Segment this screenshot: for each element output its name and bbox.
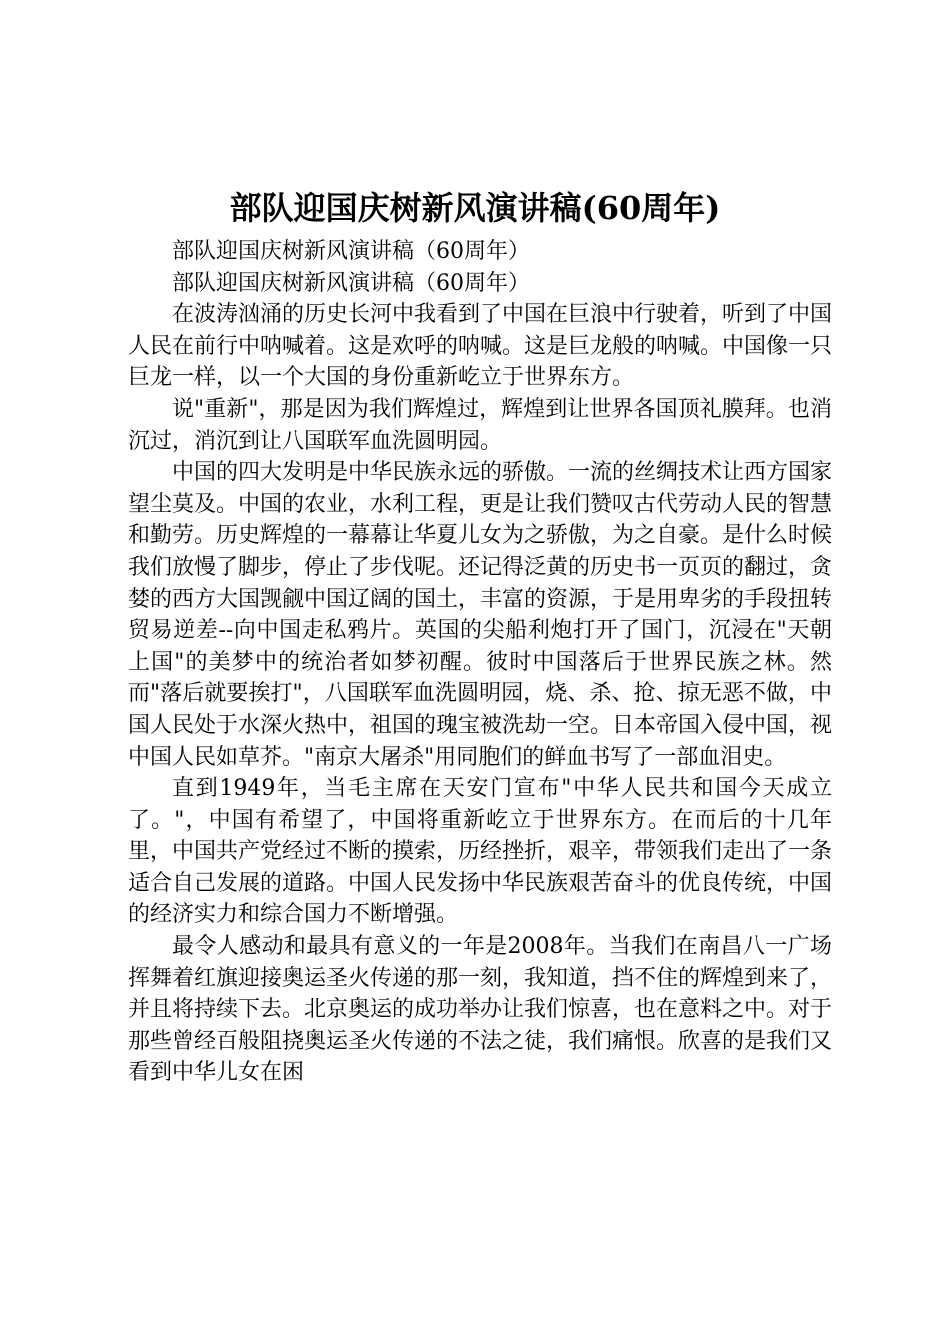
- paragraph-2008: 最令人感动和最具有意义的一年是2008年。当我们在南昌八一广场挥舞着红旗迎接奥运圣火传递的那一刻，我知道，挡不住的辉煌到来了，并且将持续下去。北京奥运的成功举办让我们惊喜，也在意料之中。对于那些曾经百般阻挠奥运圣火传递的不法之徒，我们痛恨。欣喜的是我们又看到中华儿女在困: [128, 934, 833, 1086]
- paragraph-renewal: 说"重新"，那是因为我们辉煌过，辉煌到让世界各国顶礼膜拜。也消沉过，消沉到让八国联军血洗圆明园。: [128, 396, 832, 454]
- paragraph-subtitle-2: 部队迎国庆树新风演讲稿（60周年）: [172, 270, 530, 296]
- paragraph-history: 中国的四大发明是中华民族永远的骄傲。一流的丝绸技术让西方国家望尘莫及。中国的农业，水利工程，更是让我们赞叹古代劳动人民的智慧和勤劳。历史辉煌的一幕幕让华夏儿女为之骄傲，为之自豪。是什么时候我们放慢了脚步，停止了步伐呢。还记得泛黄的历史书一页页的翻过，贪婪的西方大国觊觎中国辽阔的国土，丰富的资源，于是用卑劣的手段扭转贸易逆差--向中国走私鸦片。英国的尖船利炮打开了国门，沉浸在"天朝上国"的美梦中的统治者如梦初醒。彼时中国落后于世界民族之林。然而"落后就要挨打"，八国联军血洗圆明园，烧、杀、抢、掠无恶不做，中国人民处于水深火热中，祖国的瑰宝被洗劫一空。日本帝国入侵中国，视中国人民如草芥。"南京大屠杀"用同胞们的鲜血书写了一部血泪史。: [128, 460, 833, 770]
- paragraph-subtitle-1: 部队迎国庆树新风演讲稿（60周年）: [172, 239, 530, 264]
- paragraph-1949: 直到1949年，当毛主席在天安门宣布"中华人民共和国今天成立了。"，中国有希望了，中国将重新屹立于世界东方。在而后的十几年里，中国共产党经过不断的摸索，历经挫折，艰辛，带领我们走出了一条适合自己发展的道路。中国人民发扬中华民族艰苦奋斗的优良传统，中国的经济实力和综合国力不断增强。: [128, 776, 833, 928]
- document-title: 部队迎国庆树新风演讲稿(60周年): [229, 189, 721, 227]
- paragraph-intro: 在波涛汹涌的历史长河中我看到了中国在巨浪中行驶着，听到了中国人民在前行中呐喊着。这是欢呼的呐喊。这是巨龙般的呐喊。中国像一只巨龙一样，以一个大国的身份重新屹立于世界东方。: [128, 302, 833, 391]
- document-body: [128, 236, 832, 1089]
